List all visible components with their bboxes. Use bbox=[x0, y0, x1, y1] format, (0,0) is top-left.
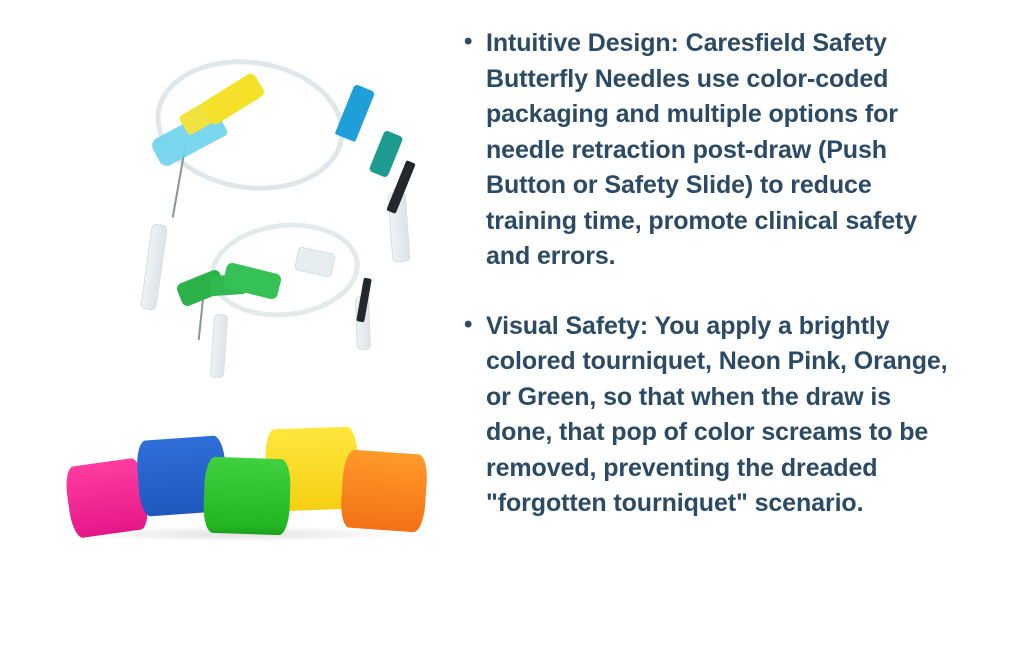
needle-sheath-lower bbox=[210, 314, 228, 379]
list-item bbox=[464, 309, 964, 522]
butterfly-needles-photo bbox=[60, 28, 412, 348]
text-column bbox=[452, 0, 1024, 656]
tourniquet-roll-orange bbox=[339, 449, 428, 533]
tourniquets-photo bbox=[30, 400, 430, 580]
needle-hub-teal bbox=[368, 130, 403, 178]
bullet-body: Caresfield Safety Butterfly Needles use color-coded packaging and multiple options for needle retraction post-draw (Push Button or Safety Slide) to reduce training time, promote clinical safety and errors. bbox=[486, 29, 918, 270]
bullet-list bbox=[464, 26, 964, 522]
bullet-body: You apply a brightly colored tourniquet, Neon Pink, Orange, or Green, so that when the draw is done, that pop of color screams to be removed, preventing the dreaded "forgotten tourniquet" scenario. bbox=[486, 311, 948, 517]
bullet-lead: Intuitive Design: bbox=[486, 29, 679, 57]
media-column bbox=[0, 0, 452, 656]
bullet-lead: Visual Safety: bbox=[486, 311, 649, 340]
tourniquet-shadow bbox=[70, 526, 410, 542]
needle-cannula-lower bbox=[198, 296, 205, 340]
needle-sheath-upper bbox=[140, 223, 168, 310]
list-item bbox=[464, 26, 964, 275]
tourniquet-roll-green bbox=[203, 457, 292, 536]
